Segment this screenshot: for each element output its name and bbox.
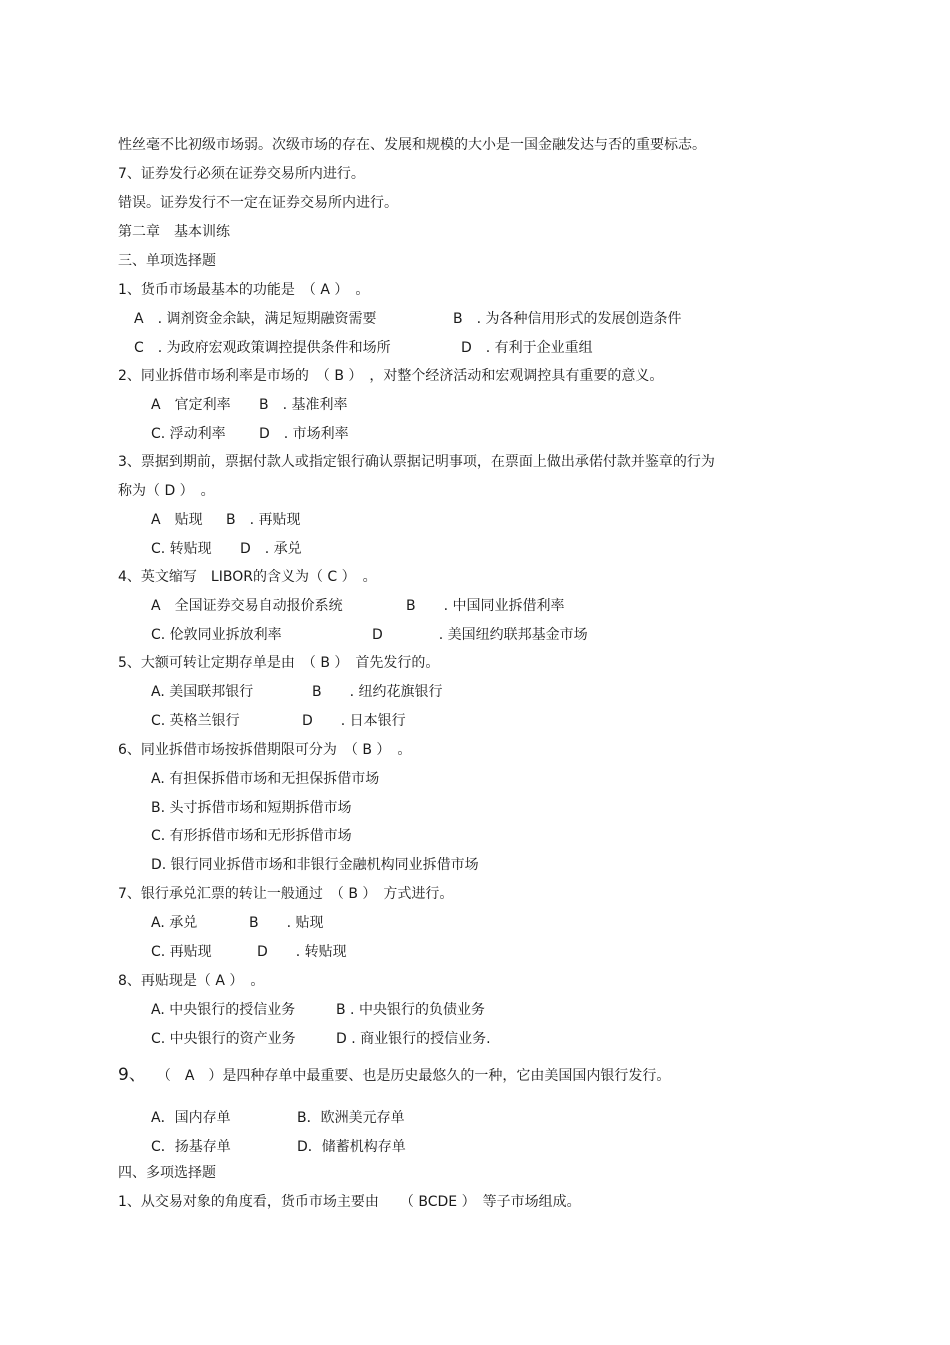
question-1: 1、货币市场最基本的功能是 （ A ） 。: [118, 282, 370, 298]
question-8: 8、再贴现是（ A ） 。: [118, 973, 265, 989]
true-false-question: 7、证券发行必须在证券交易所内进行。: [118, 166, 365, 182]
q3-option-b: B . 再贴现: [226, 512, 301, 528]
answer-text: 错误。证券发行不一定在证券交易所内进行。: [118, 195, 398, 211]
q3-option-c: C. 转贴现: [151, 541, 212, 557]
q1-option-a: A . 调剂资金余缺，满足短期融资需要: [134, 311, 377, 327]
question-2: 2、同业拆借市场利率是市场的 （ B ） ，对整个经济活动和宏观调控具有重要的意义。: [118, 368, 664, 384]
q6-option-b: B. 头寸拆借市场和短期拆借市场: [151, 800, 352, 816]
q4-option-d: D . 美国纽约联邦基金市场: [372, 627, 588, 643]
q8-option-c: C. 中央银行的资产业务: [151, 1031, 296, 1047]
paragraph: 性丝毫不比初级市场弱。次级市场的存在、发展和规模的大小是一国金融发达与否的重要标志。: [118, 137, 706, 153]
q5-option-c: C. 英格兰银行: [151, 713, 240, 729]
q7-option-d: D . 转贴现: [257, 944, 347, 960]
q9-option-d: D．储蓄机构存单: [297, 1139, 406, 1155]
section-heading-single-choice: 三、单项选择题: [118, 253, 216, 269]
question-9-text: （ A ）是四种存单中最重要、也是历史最悠久的一种，它由美国国内银行发行。: [163, 1068, 671, 1084]
q6-option-d: D. 银行同业拆借市场和非银行金融机构同业拆借市场: [151, 857, 479, 873]
question-9: [118, 1066, 670, 1085]
q2-option-d: D . 市场利率: [259, 426, 349, 442]
q5-option-b: B . 纽约花旗银行: [312, 684, 443, 700]
multi-question-1: 1、从交易对象的角度看，货币市场主要由 （ BCDE ） 等子市场组成。: [118, 1194, 581, 1210]
q4-option-a: A 全国证券交易自动报价系统: [151, 598, 343, 614]
question-3: 3、票据到期前，票据付款人或指定银行确认票据记明事项，在票面上做出承偌付款并鉴章的行为: [118, 454, 715, 470]
question-9-number: 9、: [118, 1065, 146, 1085]
q5-option-a: A. 美国联邦银行: [151, 684, 254, 700]
q1-option-b: B . 为各种信用形式的发展创造条件: [453, 311, 682, 327]
q4-option-c: C. 伦敦同业拆放利率: [151, 627, 282, 643]
q2-option-b: B . 基准利率: [259, 397, 348, 413]
q7-option-a: A. 承兑: [151, 915, 198, 931]
q6-option-c: C. 有形拆借市场和无形拆借市场: [151, 828, 352, 844]
q7-option-c: C. 再贴现: [151, 944, 212, 960]
q9-option-c: C．扬基存单: [151, 1139, 231, 1155]
q3-option-a: A 贴现: [151, 512, 203, 528]
question-3-continued: 称为（ D ） 。: [118, 483, 215, 499]
q5-option-d: D . 日本银行: [302, 713, 406, 729]
q9-option-a: A．国内存单: [151, 1110, 231, 1126]
question-7: 7、银行承兑汇票的转让一般通过 （ B ） 方式进行。: [118, 886, 454, 902]
q9-option-b: B．欧洲美元存单: [297, 1110, 405, 1126]
q2-option-a: A 官定利率: [151, 397, 231, 413]
section-heading-multi-choice: 四、多项选择题: [118, 1165, 216, 1181]
q7-option-b: B . 贴现: [249, 915, 324, 931]
q8-option-d: D . 商业银行的授信业务.: [336, 1031, 491, 1047]
q3-option-d: D . 承兑: [240, 541, 302, 557]
question-5: 5、大额可转让定期存单是由 （ B ） 首先发行的。: [118, 655, 440, 671]
question-6: 6、同业拆借市场按拆借期限可分为 （ B ） 。: [118, 742, 412, 758]
q4-option-b: B . 中国同业拆借利率: [406, 598, 565, 614]
chapter-heading: 第二章 基本训练: [118, 224, 230, 240]
q1-option-c: C . 为政府宏观政策调控提供条件和场所: [134, 340, 391, 356]
q1-option-d: D . 有利于企业重组: [461, 340, 593, 356]
question-4: 4、英文缩写 LIBOR的含义为（ C ） 。: [118, 569, 377, 585]
q2-option-c: C. 浮动利率: [151, 426, 226, 442]
q6-option-a: A. 有担保拆借市场和无担保拆借市场: [151, 771, 380, 787]
q8-option-a: A. 中央银行的授信业务: [151, 1002, 296, 1018]
q8-option-b: B . 中央银行的负债业务: [336, 1002, 485, 1018]
